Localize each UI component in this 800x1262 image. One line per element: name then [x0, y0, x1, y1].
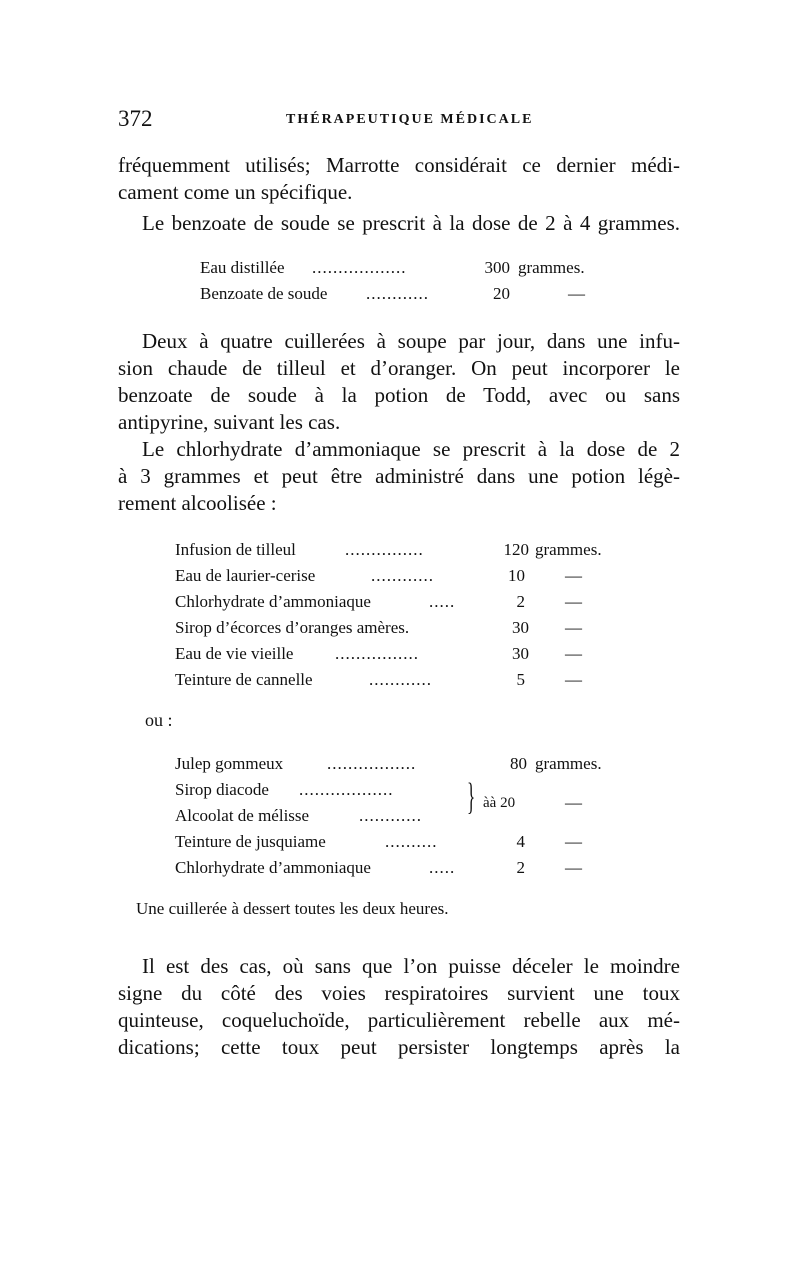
dot-leader: ............: [359, 806, 422, 825]
ingredient-quantity: 2: [516, 592, 525, 611]
ingredient-unit: —: [565, 832, 582, 851]
final-paragraph: [118, 953, 680, 1061]
text-line: Il est des cas, où sans que l’on puisse déceler le moindre: [142, 954, 680, 978]
ingredient-name: Teinture de jusquiame: [175, 832, 326, 851]
ingredient-name: Eau de laurier-cerise: [175, 566, 316, 585]
recipe-potion: [175, 537, 635, 693]
ingredient-unit: —: [565, 644, 582, 663]
ingredient-quantity: 2: [516, 858, 525, 877]
recipe-row: [175, 667, 635, 693]
recipe-row: [200, 281, 640, 307]
dot-leader: ..........: [385, 832, 438, 851]
text-line: rement alcoolisée :: [118, 491, 277, 515]
dot-leader: ...............: [345, 540, 424, 559]
text-line: sion chaude de tilleul et d’oranger. On peut incorporer le: [118, 356, 680, 380]
page-header: [118, 106, 680, 136]
dot-leader: .....: [429, 592, 456, 611]
ingredient-unit: grammes.: [518, 258, 585, 277]
ingredient-unit: —: [565, 793, 582, 812]
ingredient-quantity: 30: [512, 618, 529, 637]
ingredient-unit: —: [565, 670, 582, 689]
ingredient-quantity: 120: [503, 540, 529, 559]
ingredient-unit: grammes.: [535, 540, 602, 559]
text-line: fréquemment utilisés; Marrotte considérait ce dernier médi-: [118, 153, 680, 177]
ingredient-unit: —: [568, 284, 585, 303]
recipe-row: [175, 829, 635, 855]
ingredient-name: Sirop diacode: [175, 780, 269, 799]
recipe-julep: [175, 751, 635, 881]
ingredient-quantity: 30: [512, 644, 529, 663]
recipe-benzoate: [200, 255, 640, 307]
dot-leader: .................: [327, 754, 417, 773]
dot-leader: ................: [335, 644, 419, 663]
grouped-quantity: àà 20: [483, 795, 516, 811]
ingredient-unit: grammes.: [535, 754, 602, 773]
ingredient-name: Alcoolat de mélisse: [175, 806, 310, 825]
dosage-instruction: Une cuillerée à dessert toutes les deux heures.: [136, 899, 449, 918]
ingredient-quantity: 4: [516, 832, 525, 851]
text-line: signe du côté des voies respiratoires survient une toux: [118, 981, 680, 1005]
dot-leader: ..................: [312, 258, 407, 277]
recipe-row: [175, 615, 635, 641]
ingredient-unit: —: [565, 566, 582, 585]
ingredient-name: Teinture de cannelle: [175, 670, 313, 689]
text-line: benzoate de soude à la potion de Todd, avec ou sans: [118, 383, 680, 407]
or-label: ou :: [145, 710, 173, 730]
running-title: THÉRAPEUTIQUE MÉDICALE: [286, 112, 534, 127]
text-line: Le benzoate de soude se prescrit à la dose de 2 à 4 grammes.: [142, 211, 680, 235]
ingredient-unit: —: [565, 618, 582, 637]
benzoate-paragraph: [118, 210, 680, 237]
posology-paragraph: [118, 328, 680, 436]
grouping-brace: }: [467, 776, 476, 818]
dot-leader: ............: [371, 566, 434, 585]
recipe-row: [200, 255, 640, 281]
ingredient-quantity: 10: [508, 566, 525, 585]
ingredient-unit: —: [565, 858, 582, 877]
ingredient-quantity: 300: [484, 258, 510, 277]
chlorhydrate-paragraph: [118, 436, 680, 517]
ingredient-quantity: 5: [516, 670, 525, 689]
ingredient-name: Infusion de tilleul: [175, 540, 296, 559]
dot-leader: ............: [366, 284, 429, 303]
text-line: dications; cette toux peut persister longtemps après la: [118, 1035, 680, 1059]
page-number: 372: [118, 106, 153, 131]
ingredient-name: Chlorhydrate d’ammoniaque: [175, 858, 371, 877]
recipe-row: [175, 641, 635, 667]
recipe-row: [175, 751, 635, 777]
recipe-row: [175, 537, 635, 563]
text-line: cament come un spécifique.: [118, 180, 353, 204]
ingredient-unit: —: [565, 592, 582, 611]
ingredient-name: Eau de vie vieille: [175, 644, 294, 663]
recipe-row: [175, 855, 635, 881]
ingredient-name: Benzoate de soude: [200, 284, 328, 303]
dot-leader: ..................: [299, 780, 394, 799]
ingredient-name: Chlorhydrate d’ammoniaque: [175, 592, 371, 611]
recipe-row: [175, 563, 635, 589]
ingredient-name: Julep gommeux: [175, 754, 284, 773]
text-line: Deux à quatre cuillerées à soupe par jour, dans une infu-: [142, 329, 680, 353]
text-line: Le chlorhydrate d’ammoniaque se prescrit à la dose de 2: [142, 437, 680, 461]
ingredient-quantity: 80: [510, 754, 527, 773]
ingredient-quantity: 20: [493, 284, 510, 303]
dot-leader: .....: [429, 858, 456, 877]
intro-paragraph: [118, 152, 680, 206]
dot-leader: ............: [369, 670, 432, 689]
text-line: antipyrine, suivant les cas.: [118, 410, 341, 434]
ingredient-name: Eau distillée: [200, 258, 285, 277]
ingredient-name: Sirop d’écorces d’oranges amères.: [175, 618, 410, 637]
text-line: quinteuse, coqueluchoïde, particulièrement rebelle aux mé-: [118, 1008, 680, 1032]
recipe-row: [175, 589, 635, 615]
text-line: à 3 grammes et peut être administré dans une potion légè-: [118, 464, 680, 488]
